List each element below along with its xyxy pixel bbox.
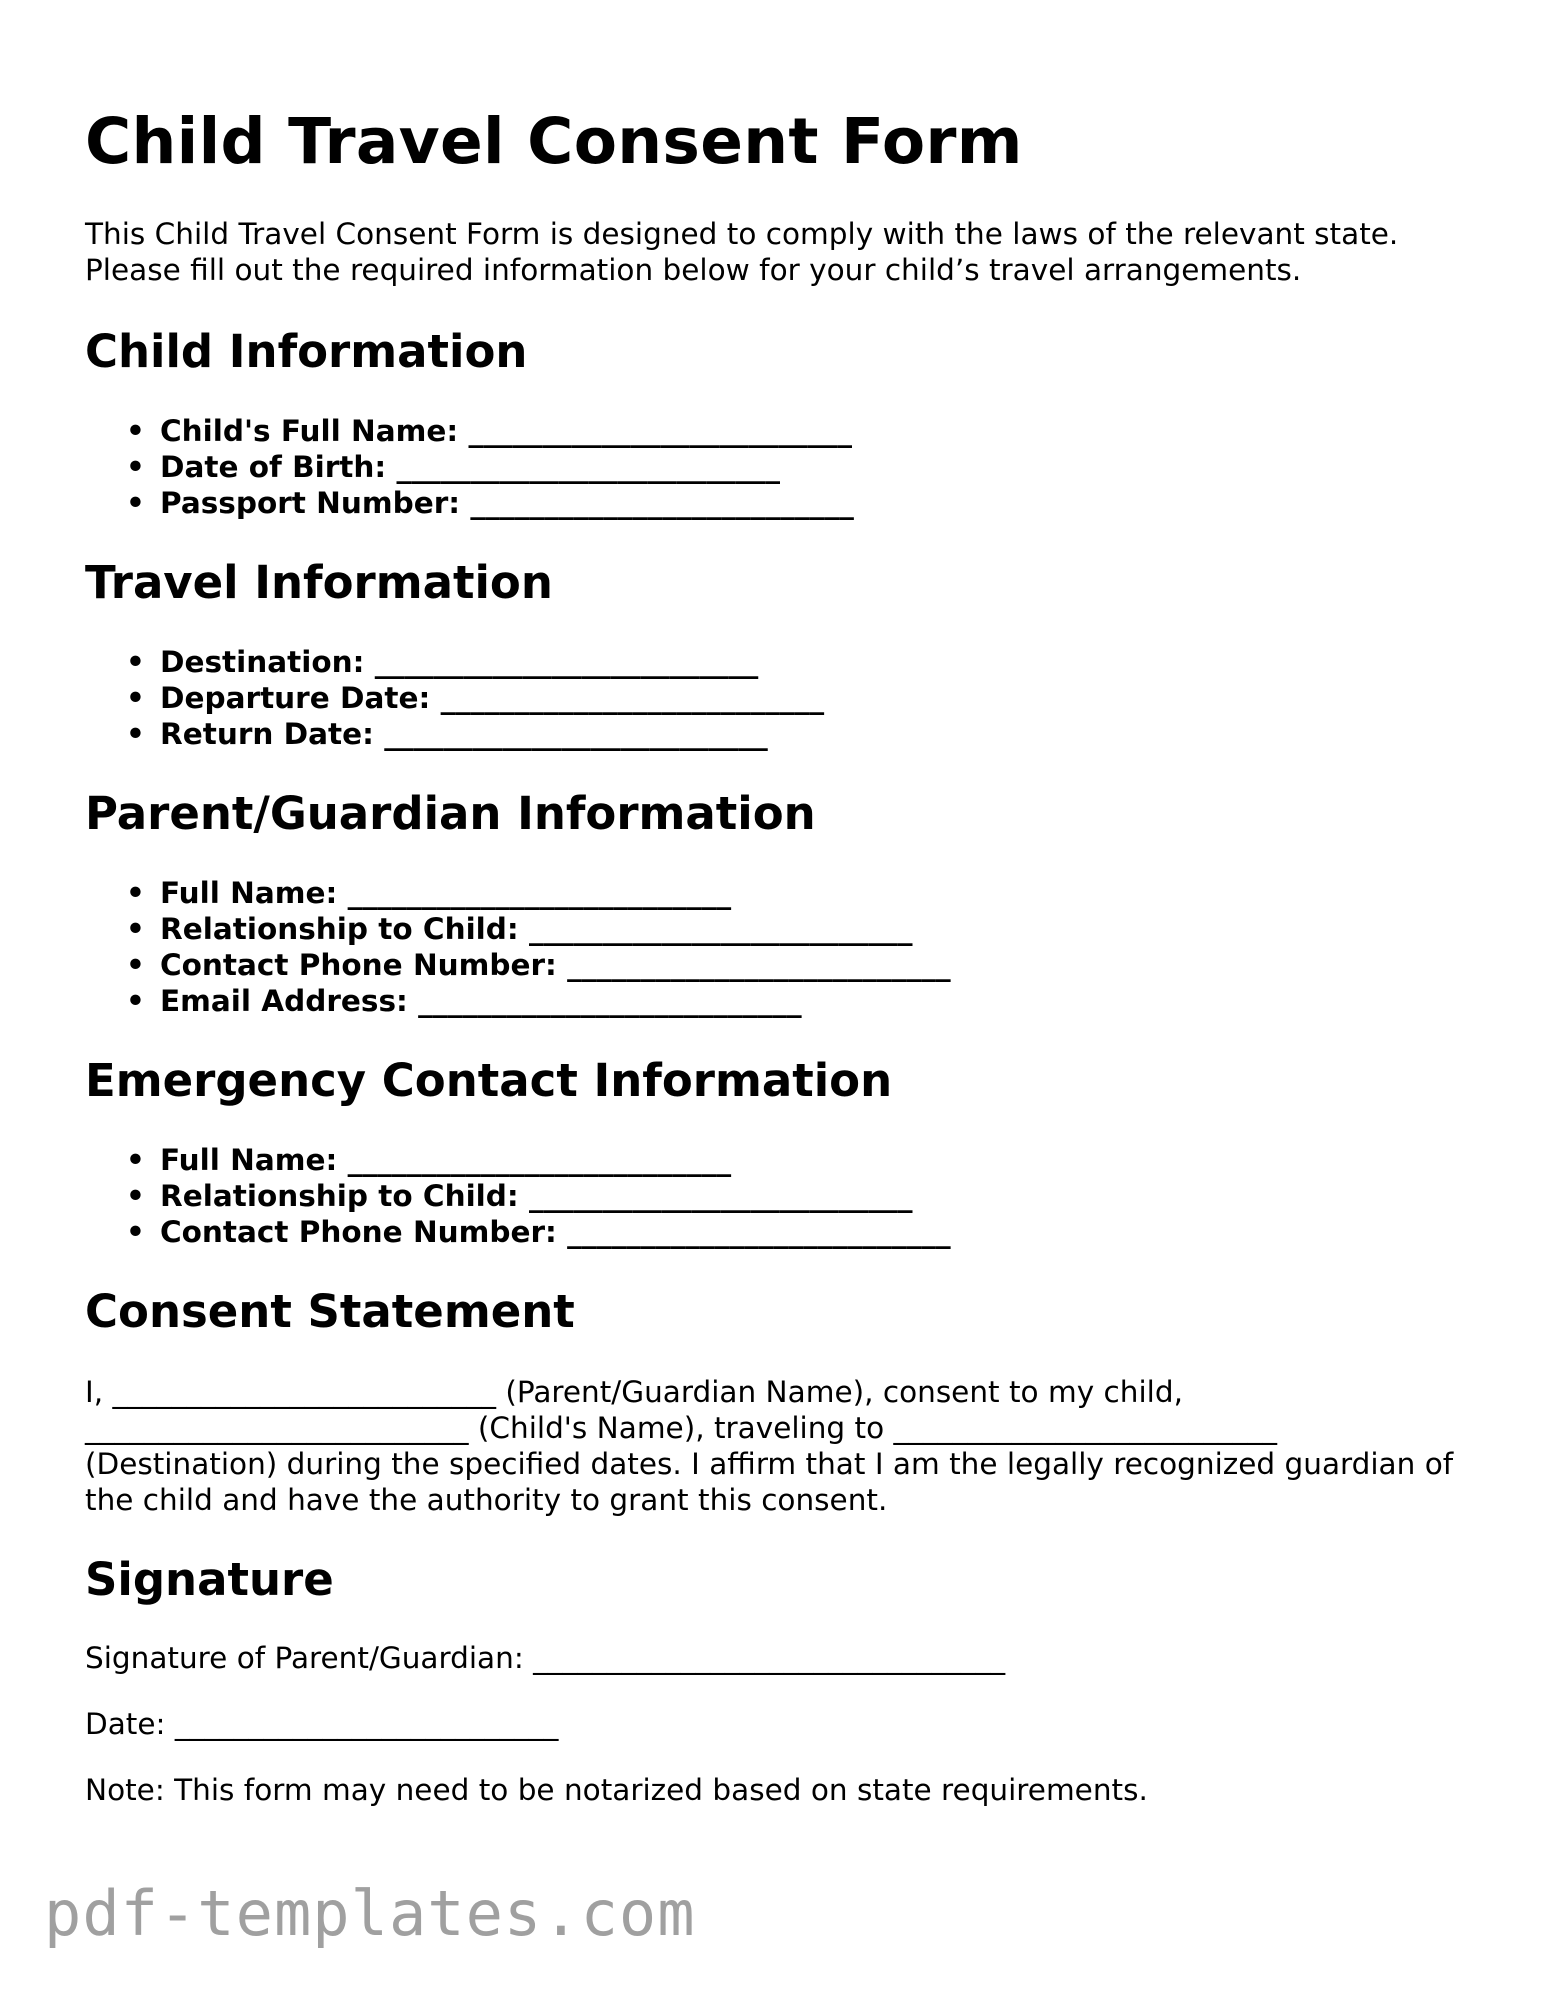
date-label: Date: <box>85 1707 166 1741</box>
field-label: Relationship to Child: <box>160 912 519 946</box>
list-item <box>126 680 1465 716</box>
list-item <box>126 983 1465 1019</box>
bullet-icon: • <box>126 912 145 946</box>
notarization-note: Note: This form may need to be notarized based on state requirements. <box>85 1773 1148 1807</box>
travel-information-heading: Travel Information <box>85 556 553 609</box>
field-label: Email Address: <box>160 984 408 1018</box>
travel-information-list <box>85 644 1465 752</box>
parent-phone-field[interactable]: __________________________ <box>567 948 951 982</box>
list-item <box>126 947 1465 983</box>
bullet-icon: • <box>126 948 145 982</box>
parent-guardian-information-heading: Parent/Guardian Information <box>85 787 816 840</box>
passport-number-field[interactable]: __________________________ <box>470 486 854 520</box>
bullet-icon: • <box>126 681 145 715</box>
destination-field[interactable]: __________________________ <box>374 645 759 679</box>
consent-destination-field[interactable]: __________________________ <box>893 1411 1278 1445</box>
field-label: Return Date: <box>160 717 374 751</box>
bullet-icon: • <box>126 876 145 910</box>
consent-text-part-2: (Parent/Guardian Name), consent to my child, <box>505 1375 1183 1409</box>
bullet-icon: • <box>126 414 145 448</box>
emergency-relationship-field[interactable]: __________________________ <box>529 1179 913 1213</box>
bullet-icon: • <box>126 486 145 520</box>
consent-text-part-1: I, <box>85 1375 104 1409</box>
list-item <box>126 1142 1465 1178</box>
parent-relationship-field[interactable]: __________________________ <box>529 912 913 946</box>
list-item <box>126 1214 1465 1250</box>
list-item <box>126 1178 1465 1214</box>
signature-row <box>85 1640 1465 1676</box>
consent-parent-name-field[interactable]: __________________________ <box>112 1375 496 1409</box>
intro-paragraph <box>85 216 1465 288</box>
bullet-icon: • <box>126 450 145 484</box>
list-item <box>126 413 1465 449</box>
bullet-icon: • <box>126 1179 145 1213</box>
date-row <box>85 1706 1465 1742</box>
bullet-icon: • <box>126 645 145 679</box>
field-label: Passport Number: <box>160 486 461 520</box>
date-of-birth-field[interactable]: __________________________ <box>396 450 780 484</box>
date-field[interactable]: __________________________ <box>174 1707 559 1741</box>
bullet-icon: • <box>126 717 145 751</box>
emergency-contact-information-list <box>85 1142 1465 1250</box>
list-item <box>126 449 1465 485</box>
child-information-list <box>85 413 1465 521</box>
list-item <box>126 875 1465 911</box>
document-page <box>85 0 1465 1808</box>
consent-text-part-3: (Child's Name), traveling to <box>477 1411 885 1445</box>
field-label: Date of Birth: <box>160 450 387 484</box>
departure-date-field[interactable]: __________________________ <box>440 681 825 715</box>
list-item <box>126 716 1465 752</box>
consent-text-part-4: (Destination) during the specified dates. I affirm that I am the legally recognized guardian of the child and have the authority to grant this consent. <box>85 1447 1454 1517</box>
parent-email-field[interactable]: __________________________ <box>418 984 802 1018</box>
field-label: Relationship to Child: <box>160 1179 519 1213</box>
consent-child-name-field[interactable]: __________________________ <box>85 1411 469 1445</box>
field-label: Full Name: <box>160 876 338 910</box>
bullet-icon: • <box>126 984 145 1018</box>
childs-full-name-field[interactable]: __________________________ <box>468 414 852 448</box>
list-item <box>126 485 1465 521</box>
field-label: Contact Phone Number: <box>160 1215 557 1249</box>
emergency-full-name-field[interactable]: __________________________ <box>347 1143 732 1177</box>
signature-field[interactable]: ________________________________ <box>533 1641 1006 1675</box>
field-label: Child's Full Name: <box>160 414 459 448</box>
return-date-field[interactable]: __________________________ <box>384 717 768 751</box>
signature-heading: Signature <box>85 1553 334 1606</box>
field-label: Contact Phone Number: <box>160 948 557 982</box>
list-item <box>126 644 1465 680</box>
bullet-icon: • <box>126 1215 145 1249</box>
consent-statement-heading: Consent Statement <box>85 1285 575 1338</box>
document-title: Child Travel Consent Form <box>85 105 1023 178</box>
consent-statement-paragraph <box>85 1374 1465 1518</box>
field-label: Full Name: <box>160 1143 338 1177</box>
field-label: Destination: <box>160 645 365 679</box>
emergency-phone-field[interactable]: __________________________ <box>567 1215 951 1249</box>
emergency-contact-information-heading: Emergency Contact Information <box>85 1054 893 1107</box>
field-label: Departure Date: <box>160 681 431 715</box>
bullet-icon: • <box>126 1143 145 1177</box>
signature-label: Signature of Parent/Guardian: <box>85 1641 524 1675</box>
list-item <box>126 911 1465 947</box>
intro-line-1: This Child Travel Consent Form is designed to comply with the laws of the relevant state. <box>85 217 1399 251</box>
intro-line-2: Please fill out the required information below for your child’s travel arrangements. <box>85 253 1302 287</box>
parent-full-name-field[interactable]: __________________________ <box>347 876 732 910</box>
parent-guardian-information-list <box>85 875 1465 1019</box>
watermark: pdf-templates.com <box>44 1877 696 1950</box>
child-information-heading: Child Information <box>85 325 528 378</box>
